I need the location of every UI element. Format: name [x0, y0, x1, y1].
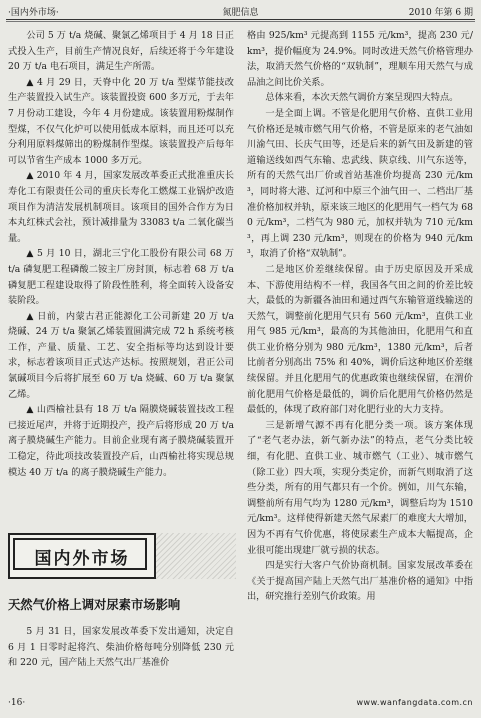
banner-hatch-decoration	[156, 533, 236, 579]
running-header	[8, 4, 473, 18]
article-title: 天然气价格上调对尿素市场影响	[8, 597, 181, 612]
news-item: ▲ 日前，内蒙古君正能源化工公司新建 20 万 t/a 烧碱、24 万 t/a 聚氯乙烯装置圆满完成 72 h 系统考核工作，产量、质量、工艺、安全指标等均达到设计要求，标志着该项目正式达产达标。按照规划，君正公司氯碱项目今后将扩展至 60 万 t/a 烧碱、60 万 t/a 聚氯乙烯。	[8, 310, 234, 400]
article-paragraph: 5 月 31 日，国家发展改革委下发出通知，决定自 6 月 1 日零时起将汽、柴油价格每吨分别降低 230 元和 220 元，国产陆上天然气出厂基准价	[8, 626, 234, 669]
article-paragraph: 四是实行大客户气价协商机制。国家发展改革委在《关于提高国产陆上天然气出厂基准价格的通知》中指出，研究推行差别气价政策。用	[247, 560, 473, 603]
news-item: ▲ 4 月 29 日，天脊中化 20 万 t/a 型煤节能技改生产装置投入试生产。该装置投资 600 多万元，于去年 7 月份动工建设，今年 4 月份建成。该装置用粉煤制作型煤，不仅气化炉可以使用低成本原料，而且还可以充分利用原料煤筛出的粉煤制作型煤。该装置投产后每年可以节省生产成本 1000 多万元。	[8, 76, 234, 166]
news-item: ▲ 5 月 10 日，湖北三宁化工股份有限公司 68 万 t/a 磷复肥工程磷酸二铵主厂房封顶，标志着 68 万 t/a 磷复肥工程建设取得了阶段性胜利，将全面转入设备安装阶段。	[8, 248, 234, 307]
watermark: www.wanfangdata.com.cn	[356, 698, 473, 707]
section-banner	[8, 533, 156, 579]
news-item: 公司 5 万 t/a 烧碱、聚氯乙烯项目于 4 月 18 日正式投入生产，目前生产情况良好，后续还将于今年建设 20 万 t/a 电石项目，满足生产所需。	[8, 30, 234, 73]
header-magazine-title: 氮肥信息	[222, 8, 259, 18]
article-paragraph: 二是地区价差继续保留。由于历史原因及开采成本、下游使用结构不一样，我国各气田之间的价差比较大，最低的为新疆各油田和通过西气东输管道线输送的天然气，调整前化肥用气只有 560 元/km³，直供工业用气 985 元/km³，最高的为其他油田，化肥用气和直供工业价格分别为 980 元/km³，1380 元/km³，后者比前者分别高出 75% 和 40%，调价后这种地区价差继续保留。并且化肥用气的优惠政策也继续保留，在渭价前化肥用气价格是最低的，调价后化肥用气价格仍然是最低的，体现了政府部门对化肥行业的大力支持。	[247, 263, 473, 416]
left-column	[8, 28, 234, 480]
section-banner-title: 国内外市场	[34, 549, 130, 569]
news-item: ▲ 2010 年 4 月，国家发展改革委正式批准重庆长寿化工有限责任公司的重庆长寿化工燃煤工业锅炉改造项目作为清洁发展机制项目。该项目的国外合作方为日本丸红株式会社，预计减排量为 33083 t/a 二氧化碳当量。	[8, 170, 234, 244]
page-number: ·16·	[8, 698, 26, 708]
right-column	[247, 28, 473, 605]
header-rule-thin	[6, 21, 475, 22]
page-footer	[8, 698, 473, 712]
news-item: ▲ 山西榆社县有 18 万 t/a 隔膜烧碱装置技改工程已接近尾声，并将于近期投产，投产后将形成 20 万 t/a 离子膜烧碱生产能力。目前企业现有离子膜烧碱装置开工稳定，待此项技改装置投产后，山西榆社将实现总规模达 40 万 t/a 的离子膜烧碱生产能力。	[8, 404, 234, 478]
article-paragraph: 一是全面上调。不管是化肥用气价格、直供工业用气价格还是城市燃气用气价格，不管是原来的老气油如川渝气田、长庆气田等，还是后来的新气田及新建的管道输送线如西气东输、忠武线、陕京线、川气东送等，所有的天然气出厂价或首站基准价均提高 230 元/km³，同时将大港、辽河和中原三个油气田一、二档出厂基准价格加权并轨，原来该三地区的化肥用气一档气为 680 元/km³，二档气为 980 元，加权并轨为 710 元/km³，再上调 230 元/km³，则现在的价格为 940 元/km³，取消了价格“双轨制”。	[247, 107, 473, 260]
article-body-left	[8, 624, 234, 671]
header-section-name: ·国内外市场·	[8, 8, 59, 18]
article-paragraph: 三是新增气源不再有化肥分类一项。该方案体现了“老气老办法，新气新办法”的特点，老气分类比较细，有化肥、直供工业、城市燃气（工业）、城市燃气（除工业）四大项，实现分类定价，而新气则取消了这些分类，所有的用气都只有一个价。例如，川气东输，调整前所有用气均为 1280 元/km³，调整后均为 1510 元/km³。这样使得新建天然气尿素厂的难度大大增加，因为不再有气价优惠，将使尿素生产成本大幅提高，企业很可能出现建厂就亏损的状态。	[247, 419, 473, 556]
article-paragraph: 格由 925/km³ 元提高到 1155 元/km³，提高 230 元/km³，提价幅度为 24.9%。同时改进天然气价格管理办法，取消天然气价格的“双轨制”，理顺车用天然气与成品油之间比价关系。	[247, 30, 473, 88]
header-issue: 2010 年第 6 期	[408, 8, 473, 18]
header-rule	[6, 19, 475, 20]
article-paragraph: 总体来看，本次天然气调价方案呈现四大特点。	[265, 92, 459, 104]
